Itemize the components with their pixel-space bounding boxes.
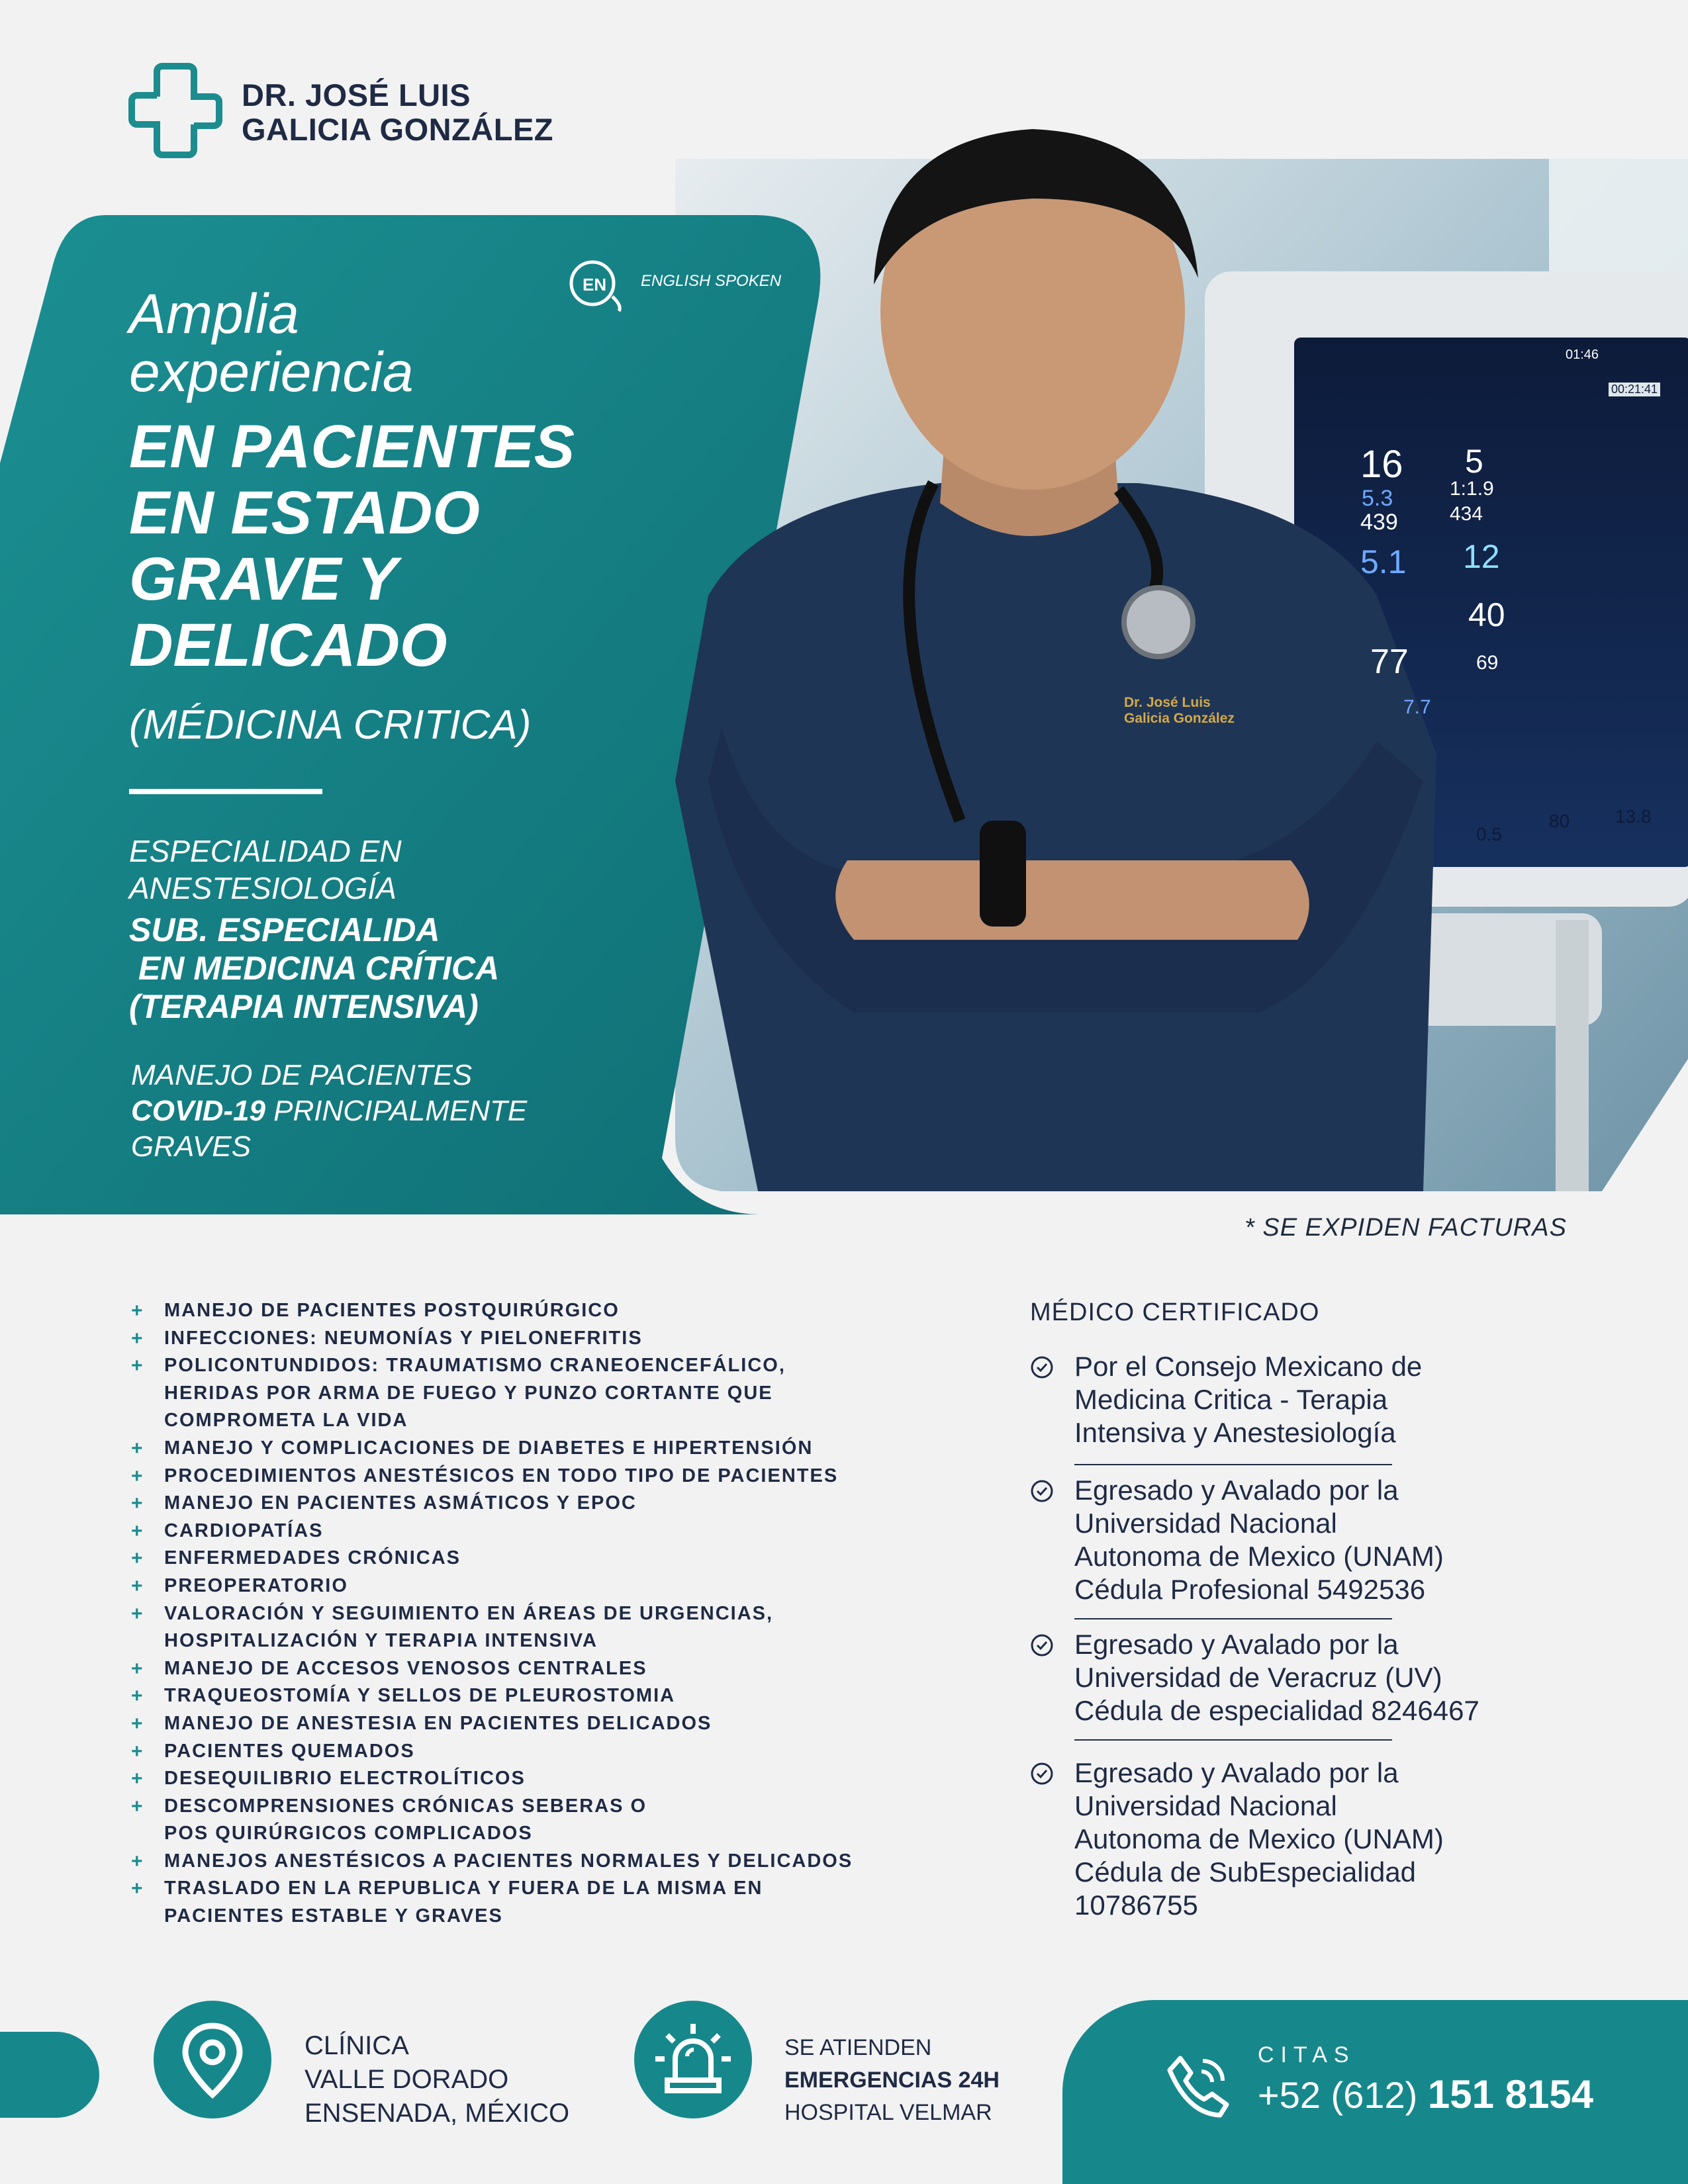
appointments-label: CITAS xyxy=(1258,2042,1356,2068)
service-text: DESEQUILIBRIO ELECTROLÍTICOS xyxy=(164,1768,526,1790)
scrub-name-line1: Dr. José Luis xyxy=(1124,695,1211,710)
phone-prefix: +52 (612) xyxy=(1258,2074,1428,2116)
monitor-value: 80 xyxy=(1549,811,1570,831)
service-text: ENFERMEDADES CRÓNICAS xyxy=(164,1547,461,1569)
certification-text: Egresado y Avalado por la Universidad Nacional Autonoma de Mexico (UNAM) Cédula Profesional 5492536 xyxy=(1074,1475,1444,1605)
location-circle xyxy=(154,2001,271,2118)
service-text: TRASLADO EN LA REPUBLICA Y FUERA DE LA MISMA EN PACIENTES ESTABLE Y GRAVES xyxy=(164,1878,763,1927)
hero-bold3: GRAVE Y xyxy=(129,545,398,613)
plus-icon: + xyxy=(131,1740,144,1762)
check-circle-icon xyxy=(1030,1633,1054,1657)
monitor-value: 434 xyxy=(1450,503,1483,525)
service-item xyxy=(131,1793,1005,1848)
monitor-value: 16 xyxy=(1360,443,1403,486)
hero-line1: Amplia xyxy=(129,283,299,345)
plus-icon: + xyxy=(131,1768,144,1790)
monitor-value: 0.5 xyxy=(1476,824,1502,844)
monitor-value: 5 xyxy=(1465,443,1483,480)
plus-icon: + xyxy=(131,1465,144,1487)
subspecialty-line3: (TERAPIA INTENSIVA) xyxy=(129,988,479,1025)
service-item xyxy=(131,1518,1005,1545)
hero-bold2: EN ESTADO xyxy=(129,479,480,547)
doctor-name-line1: DR. JOSÉ LUIS xyxy=(242,77,471,113)
service-text: MANEJO EN PACIENTES ASMÁTICOS Y EPOC xyxy=(164,1492,637,1514)
hero-bold4: DELICADO xyxy=(129,612,447,679)
covid-rest: PRINCIPALMENTE xyxy=(265,1095,528,1127)
service-text: DESCOMPRENSIONES CRÓNICAS SEBERAS O POS QUIRÚRGICOS COMPLICADOS xyxy=(164,1795,647,1844)
clinic-address xyxy=(305,2029,569,2130)
service-item xyxy=(131,1655,1005,1683)
hero-intro xyxy=(129,285,414,401)
service-item xyxy=(131,1848,1005,1876)
plus-icon: + xyxy=(131,1685,144,1707)
service-item xyxy=(131,1297,1005,1325)
check-circle-icon xyxy=(1030,1479,1054,1503)
plus-icon: + xyxy=(131,1657,144,1680)
clinic-line3: ENSENADA, MÉXICO xyxy=(305,2099,570,2128)
footer-left-accent xyxy=(0,2032,99,2118)
plus-icon: + xyxy=(131,1547,144,1570)
covid-bold: COVID-19 xyxy=(131,1095,265,1127)
service-item xyxy=(131,1352,1005,1435)
service-text: PROCEDIMIENTOS ANESTÉSICOS EN TODO TIPO DE PACIENTES xyxy=(164,1465,839,1486)
plus-icon: + xyxy=(131,1878,144,1900)
monitor-value: 5.1 xyxy=(1360,543,1407,580)
service-item xyxy=(131,1572,1005,1600)
plus-icon: + xyxy=(131,1327,144,1349)
emergency-info xyxy=(784,2032,1000,2129)
monitor-value: 69 xyxy=(1476,652,1499,674)
plus-icon: + xyxy=(131,1520,144,1542)
hero-divider xyxy=(129,789,322,794)
plus-icon: + xyxy=(131,1355,144,1377)
phone-number[interactable] xyxy=(1258,2071,1593,2117)
covid-note xyxy=(131,1058,527,1165)
emergency-line2: EMERGENCIAS 24H xyxy=(784,2068,1000,2093)
phone-icon xyxy=(1162,2050,1235,2123)
medical-cross-icon xyxy=(126,61,225,160)
monitor-value: 7.7 xyxy=(1403,696,1431,718)
plus-icon: + xyxy=(131,1300,144,1322)
services-list xyxy=(131,1297,1005,1931)
service-text: PACIENTES QUEMADOS xyxy=(164,1740,415,1762)
hero-line2: experiencia xyxy=(129,341,414,403)
subspecialty-line2: EN MEDICINA CRÍTICA xyxy=(129,950,500,987)
plus-icon: + xyxy=(131,1602,144,1625)
service-text: TRAQUEOSTOMÍA Y SELLOS DE PLEUROSTOMIA xyxy=(164,1685,676,1707)
service-item xyxy=(131,1875,1005,1930)
service-text: MANEJO Y COMPLICACIONES DE DIABETES E HIPERTENSIÓN xyxy=(164,1437,814,1459)
monitor-value: 77 xyxy=(1370,643,1409,681)
doctor-name-line2: GALICIA GONZÁLEZ xyxy=(242,112,554,147)
service-item xyxy=(131,1545,1005,1572)
service-text: MANEJO DE ACCESOS VENOSOS CENTRALES xyxy=(164,1657,647,1679)
service-item xyxy=(131,1463,1005,1490)
emergency-siren-icon xyxy=(634,2001,752,2118)
english-spoken-label: ENGLISH SPOKEN xyxy=(641,272,782,290)
language-code: EN xyxy=(583,275,607,295)
plus-icon: + xyxy=(131,1795,144,1817)
scrub-name-line2: Galicia González xyxy=(1124,711,1235,726)
service-text: CARDIOPATÍAS xyxy=(164,1520,324,1541)
service-text: MANEJO DE ANESTESIA EN PACIENTES DELICADOS xyxy=(164,1712,712,1734)
clinic-line1: CLÍNICA xyxy=(305,2031,409,2060)
subspecialty xyxy=(129,911,499,1026)
service-item xyxy=(131,1490,1005,1518)
covid-line1: MANEJO DE PACIENTES xyxy=(131,1059,473,1091)
phone-main-number: 151 8154 xyxy=(1427,2072,1594,2116)
plus-icon: + xyxy=(131,1574,144,1597)
monitor-value: 12 xyxy=(1463,538,1500,575)
specialty xyxy=(129,833,402,907)
service-text: PREOPERATORIO xyxy=(164,1574,348,1596)
certification-divider xyxy=(1074,1618,1392,1619)
plus-icon: + xyxy=(131,1437,144,1459)
service-item xyxy=(131,1600,1005,1655)
service-text: MANEJOS ANESTÉSICOS A PACIENTES NORMALES Y DELICADOS xyxy=(164,1850,853,1872)
service-text: POLICONTUNDIDOS: TRAUMATISMO CRANEOENCEFÁLICO, HERIDAS POR ARMA DE FUEGO Y PUNZO CORTANTE QUE COMPROMETA LA VIDA xyxy=(164,1355,786,1432)
clinic-line2: VALLE DORADO xyxy=(305,2065,509,2094)
certification-divider xyxy=(1074,1464,1392,1465)
certification-divider xyxy=(1074,1739,1392,1741)
emergency-circle xyxy=(634,2001,752,2118)
service-item xyxy=(131,1765,1005,1793)
plus-icon: + xyxy=(131,1712,144,1735)
monitor-timer: 00:21:41 xyxy=(1609,383,1660,396)
service-text: MANEJO DE PACIENTES POSTQUIRÚRGICO xyxy=(164,1300,620,1321)
service-text: INFECCIONES: NEUMONÍAS Y PIELONEFRITIS xyxy=(164,1327,643,1349)
certification-text: Por el Consejo Mexicano de Medicina Critica - Terapia Intensiva y Anestesiología xyxy=(1074,1351,1423,1448)
hero-specialty-note: (MÉDICINA CRITICA) xyxy=(129,702,532,748)
emergency-line1: SE ATIENDEN xyxy=(784,2035,932,2060)
monitor-value: 13.8 xyxy=(1615,806,1652,827)
service-item xyxy=(131,1710,1005,1738)
specialty-line2: ANESTESIOLOGÍA xyxy=(129,871,397,905)
service-item xyxy=(131,1325,1005,1353)
location-pin-icon xyxy=(154,2001,271,2118)
certification-text: Egresado y Avalado por la Universidad Nacional Autonoma de Mexico (UNAM) Cédula de SubEspecialidad 10786755 xyxy=(1074,1757,1444,1921)
monitor-time: 01:46 xyxy=(1566,347,1599,362)
certification-text: Egresado y Avalado por la Universidad de Veracruz (UV) Cédula de especialidad 8246467 xyxy=(1074,1629,1479,1726)
covid-line3: GRAVES xyxy=(131,1130,251,1163)
specialty-line1: ESPECIALIDAD EN xyxy=(129,834,402,868)
covid-line2 xyxy=(131,1093,527,1129)
monitor-value: 439 xyxy=(1360,510,1398,535)
check-circle-icon xyxy=(1030,1762,1054,1786)
service-item xyxy=(131,1738,1005,1766)
monitor-value: 40 xyxy=(1468,596,1505,633)
subspecialty-line1: SUB. ESPECIALIDA xyxy=(129,911,440,948)
certified-title: MÉDICO CERTIFICADO xyxy=(1030,1298,1320,1326)
monitor-value: 5.3 xyxy=(1362,486,1393,511)
check-circle-icon xyxy=(1030,1355,1054,1379)
hero-bold1: EN PACIENTES xyxy=(129,413,575,480)
plus-icon: + xyxy=(131,1850,144,1872)
invoices-note: * SE EXPIDEN FACTURAS xyxy=(1244,1214,1567,1242)
hero-headline xyxy=(129,414,575,678)
scrub-name-badge xyxy=(1124,695,1235,727)
service-item xyxy=(131,1682,1005,1710)
doctor-name xyxy=(242,78,553,147)
service-text: VALORACIÓN Y SEGUIMIENTO EN ÁREAS DE URGENCIAS, HOSPITALIZACIÓN Y TERAPIA INTENSIVA xyxy=(164,1602,774,1652)
plus-icon: + xyxy=(131,1492,144,1515)
monitor-value: 1:1.9 xyxy=(1450,478,1494,500)
emergency-line3: HOSPITAL VELMAR xyxy=(784,2100,992,2125)
service-item xyxy=(131,1435,1005,1463)
